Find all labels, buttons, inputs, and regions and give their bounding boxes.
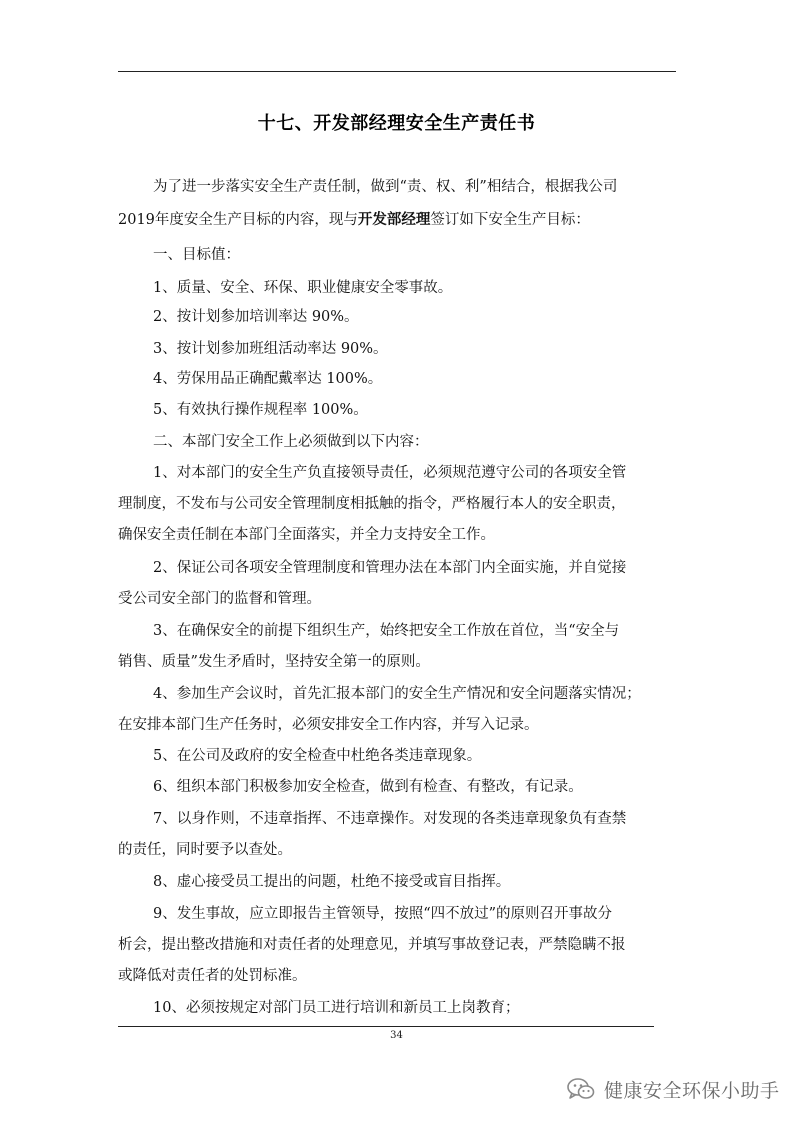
body-line: 销售、质量”发生矛盾时，坚持安全第一的原则。 (118, 654, 430, 670)
body-line: 9、发生事故，应立即报告主管领导，按照“四不放过”的原则召开事故分 (153, 906, 613, 922)
body-line: 10、必须按规定对部门员工进行培训和新员工上岗教育； (153, 1000, 520, 1016)
section-1-heading: 一、目标值： (153, 247, 240, 263)
header-rule (118, 71, 676, 72)
body-line: 在安排本部门生产任务时，必须安排安全工作内容，并写入记录。 (118, 717, 539, 733)
body-line: 5、在公司及政府的安全检查中杜绝各类违章现象。 (153, 748, 482, 764)
body-line: 的责任，同时要予以查处。 (118, 842, 292, 858)
wechat-icon (566, 1076, 596, 1102)
target-item: 2、按计划参加培训率达 90%。 (153, 309, 359, 325)
intro-line-2-pre: 2019年度安全生产目标的内容，现与 (118, 212, 358, 228)
intro-line-2-bold: 开发部经理 (357, 211, 431, 228)
body-line: 确保安全责任制在本部门全面落实，并全力支持安全工作。 (118, 527, 495, 543)
body-line: 8、虚心接受员工提出的问题，杜绝不接受或盲目指挥。 (153, 874, 511, 890)
target-item: 5、有效执行操作规程率 100%。 (153, 402, 368, 418)
body-line: 7、以身作则，不违章指挥、不违章操作。对发现的各类违章现象负有查禁 (153, 811, 627, 827)
body-line: 6、组织本部门积极参加安全检查，做到有检查、有整改，有记录。 (153, 779, 583, 795)
target-item: 1、质量、安全、环保、职业健康安全零事故。 (153, 280, 453, 296)
body-line: 2、保证公司各项安全管理制度和管理办法在本部门内全面实施，并自觉接 (153, 560, 627, 576)
target-item: 4、劳保用品正确配戴率达 100%。 (153, 371, 383, 387)
body-line: 理制度，不发布与公司安全管理制度相抵触的指令，严格履行本人的安全职责， (118, 496, 626, 512)
intro-line-2-post: 签订如下安全生产目标： (430, 212, 590, 228)
body-line: 受公司安全部门的监督和管理。 (118, 591, 321, 607)
section-2-heading: 二、本部门安全工作上必须做到以下内容： (153, 434, 429, 450)
intro-line-2 (118, 210, 590, 230)
body-line: 3、在确保安全的前提下组织生产，始终把安全工作放在首位，当“安全与 (153, 623, 620, 639)
body-line: 4、参加生产会议时，首先汇报本部门的安全生产情况和安全问题落实情况； (153, 686, 641, 702)
footer-rule (118, 1026, 654, 1027)
body-line: 或降低对责任者的处罚标准。 (118, 968, 307, 984)
watermark-text: 健康安全环保小助手 (604, 1079, 780, 1102)
document-title: 十七、开发部经理安全生产责任书 (257, 113, 536, 134)
body-line: 1、对本部门的安全生产负直接领导责任，必须规范遵守公司的各项安全管 (153, 465, 627, 481)
body-line: 析会，提出整改措施和对责任者的处理意见，并填写事故登记表，严禁隐瞒不报 (118, 937, 626, 953)
watermark (566, 1074, 780, 1104)
target-item: 3、按计划参加班组活动率达 90%。 (153, 341, 388, 357)
page-number: 34 (390, 1030, 403, 1041)
intro-line-1: 为了进一步落实安全生产责任制，做到“责、权、利”相结合，根据我公司 (153, 179, 618, 195)
